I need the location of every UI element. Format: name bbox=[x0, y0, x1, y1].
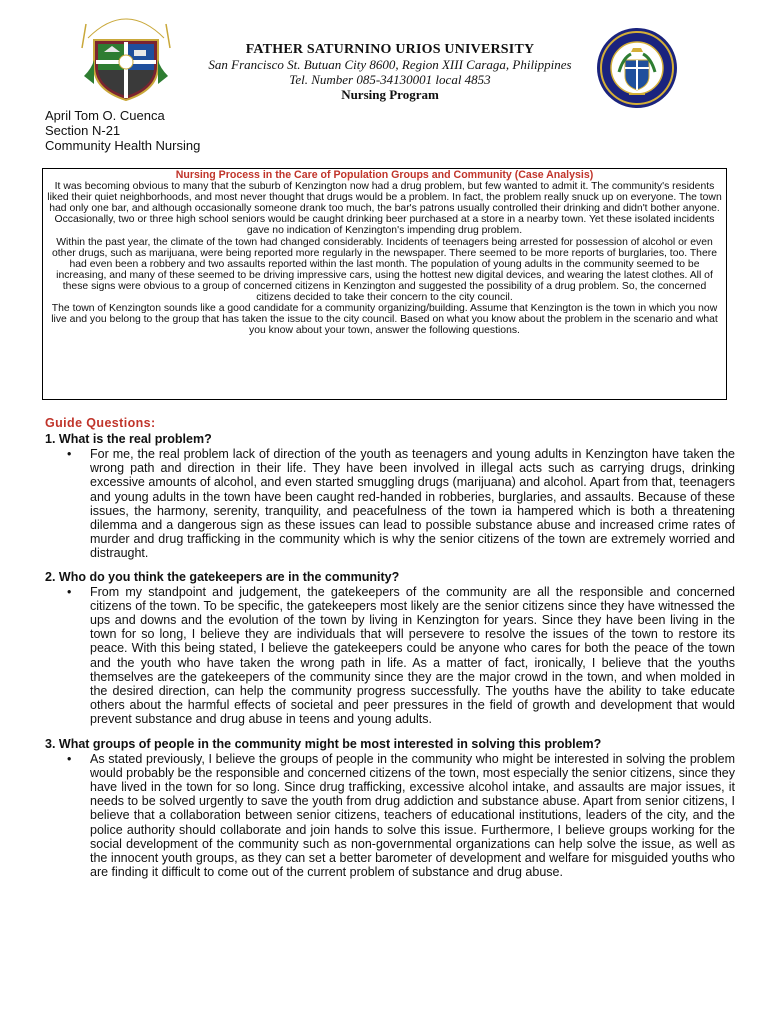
case-paragraph-3: The town of Kenzington sounds like a good candidate for a community organizing/building. Assume that Kenzington is the town in which you now live and you belong to the group that has taken the issue to the city council. Based on what you know about the problem in the scenario and what you know about your town, answer the following questions. bbox=[51, 303, 718, 337]
question-1: 1. What is the real problem? bbox=[45, 432, 212, 446]
case-paragraph-2: Within the past year, the climate of the town had changed considerably. Incidents of teenagers being arrested for possession of alcohol or even other drugs, such as marijuana, were being reported more regularly in the newspaper. There seemed to be more reports of burglaries, too. There had even been a robbery and two assaults reported within the last month. The population of young adults in the community seemed to be increasing, and many of these seemed to be driving impressive cars, using the hottest new digital devices, and wearing the latest clothes. All of these signs were obvious to a group of concerned citizens in Kenzington and suggested the possibility of a drug problem. So, the concerned citizens decided to take their concern to the city council. bbox=[52, 236, 717, 304]
answer-3-text: As stated previously, I believe the groups of people in the community who might be interested in solving the problem would probably be the responsible and concerned citizens of the town, most especially the senior citizens, since they have lived in the town for so long. Since drug trafficking, excessive alcohol intake, and assaults are major issues, it needs to be solved urgently to save the youth from drug addiction and substance abuse. Apart from senior citizens, I believe that a collaboration between senior citizens, teachers of educational institutions, leaders of the city, and the police authority should collaborate and join hands to solve this issue. Furthermore, I believe groups working for the social development of the community such as non-governmental organizations can help solve the issue, as well as the innocent youth groups, as they can set a better barometer of development and welfare for misguided youths who are finding it difficult to come out of the current problem of substance and drug abuse. bbox=[90, 751, 735, 880]
answer-1 bbox=[67, 447, 735, 561]
student-section: Section N-21 bbox=[45, 123, 121, 138]
program-name: Nursing Program bbox=[341, 87, 439, 102]
university-seal-logo bbox=[80, 4, 172, 102]
bullet-icon: • bbox=[67, 447, 72, 461]
university-name: FATHER SATURNINO URIOS UNIVERSITY bbox=[245, 42, 535, 57]
bullet-icon: • bbox=[67, 751, 72, 766]
guide-questions-section bbox=[45, 416, 735, 879]
answer-3 bbox=[67, 751, 735, 880]
question-3: 3. What groups of people in the community might be most interested in solving this problem? bbox=[45, 736, 602, 751]
question-2: 2. Who do you think the gatekeepers are in the community? bbox=[45, 569, 400, 584]
student-course: Community Health Nursing bbox=[45, 138, 201, 153]
case-paragraph-1: It was becoming obvious to many that the suburb of Kenzington now had a drug problem, but few wanted to admit it. The community's residents liked their quiet neighborhoods, and most never thought that drugs would be a problem. In fact, the problem really snuck up on everyone. The town had only one bar, and although occasionally someone drank too much, the bar's patrons usually controlled their drinking and didn't bother anyone. Occasionally, two or three high school seniors would be caught drinking beer purchased at a store in a nearby town. Yet these isolated incidents gave no indication of Kenzington's impending drug problem. bbox=[47, 181, 722, 237]
answer-2-text: From my standpoint and judgement, the gatekeepers of the community are all the responsible and concerned citizens of the town. To be specific, the gatekeepers most likely are the senior citizens since they have witnessed the ups and downs and the evolution of the town by living in Kenzington for years. Since they have been living in the town for so long, I believe they are individuals that will persevere to resolve the issues of the town to restore its peace. With this being stated, I believe the gatekeepers could be anyone who cares for both the peace of the town and the youth who have taken the wrong path in life. As a matter of fact, ironically, I believe that the youths themselves are the gatekeepers of the community since they are the major crowd in the town, and when molded in the desired direction, can help the community progress successfully. The youths have the ability to take educate others about the harmful effects of societal and peer pressures in the field of growth and development that would prevent substance and drug abuse in teens and young adults. bbox=[90, 584, 735, 727]
guide-questions-title: Guide Questions: bbox=[45, 416, 156, 430]
student-name: April Tom O. Cuenca bbox=[45, 108, 165, 123]
bullet-icon: • bbox=[67, 584, 72, 599]
case-scenario-box bbox=[42, 168, 727, 400]
university-header bbox=[160, 42, 620, 102]
answer-1-text: For me, the real problem lack of direction of the youth as teenagers and young adults in Kenzington have taken the wrong path and direction in their life. They have been involved in illegal acts such as carrying drugs, drinking excessive amounts of alcohol, and even started smuggling drugs (marijuana) and alcohol. Apart from that, teenagers and young adults in the town have been caught red-handed in robberies, burglaries, and assaults. Because of these issues, the harmony, serenity, tranquility, and peacefulness of the town ia hampered which is both a threatening dilemma and a dangerous sign as these issues can lead to possible substance abuse and increased crime rates of murder and drug trafficking in the community which is why the senior citizens of the town are extremely worried and distraught. bbox=[90, 447, 735, 561]
university-address: San Francisco St. Butuan City 8600, Region XIII Caraga, Philippines bbox=[208, 57, 572, 72]
university-telephone: Tel. Number 085-34130001 local 4853 bbox=[289, 72, 491, 87]
case-title: Nursing Process in the Care of Population Groups and Community (Case Analysis) bbox=[175, 169, 594, 181]
answer-2 bbox=[67, 584, 735, 727]
student-info bbox=[45, 108, 200, 153]
